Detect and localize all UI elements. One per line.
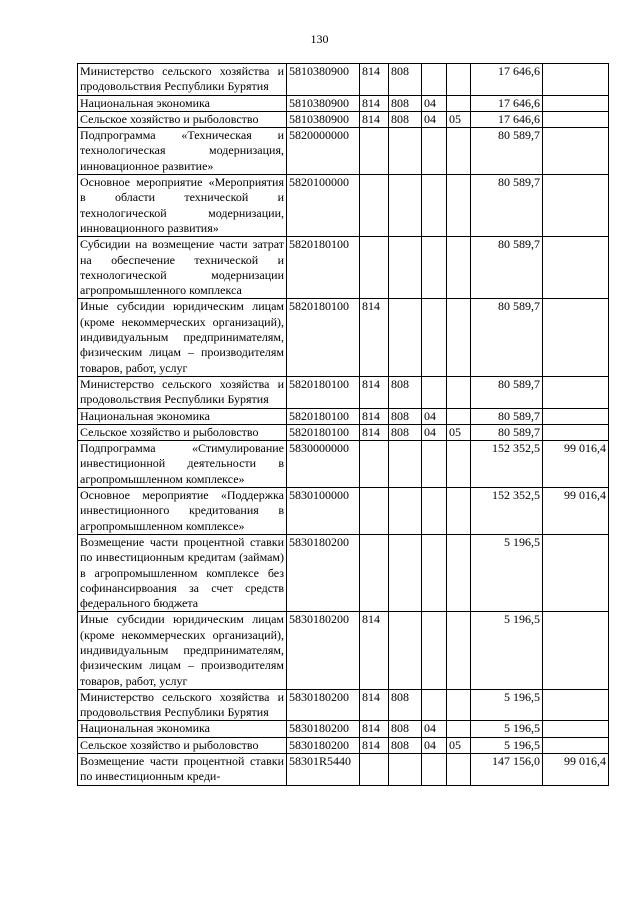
table-row [78,689,609,721]
row-ministry-cell: 814 [360,721,389,737]
row-subsection-cell [447,721,471,737]
row-amount-cell: 80 589,7 [471,376,543,408]
table-row [78,721,609,737]
row-subsection-cell [447,64,471,96]
row-amount-cell: 80 589,7 [471,237,543,299]
row-name-cell: Основное мероприятие «Поддержка инвестиционного кредитования в агропромышленном комплексе» [78,488,287,535]
row-name-cell: Основное мероприятие «Мероприятия в области технической и технологической модернизации, инновационного развития» [78,175,287,237]
table-row [78,299,609,376]
row-subsection-cell: 05 [447,424,471,440]
budget-table [77,63,609,786]
row-section-code-cell [389,237,422,299]
row-amount-cell: 80 589,7 [471,424,543,440]
row-name-cell: Министерство сельского хозяйства и продовольствия Республики Бурятия [78,64,287,96]
row-ministry-cell [360,488,389,535]
table-row [78,175,609,237]
row-name-cell: Подпрограмма «Техническая и технологическая модернизация, инновационное развитие» [78,128,287,175]
row-ministry-cell [360,237,389,299]
row-amount-cell: 152 352,5 [471,441,543,488]
table-row [78,737,609,753]
row-amount-cell: 152 352,5 [471,488,543,535]
page-number: 130 [310,32,329,46]
table-row [78,408,609,424]
row-section-code-cell [389,534,422,611]
row-name-cell: Национальная экономика [78,721,287,737]
row-ministry-cell: 814 [360,111,389,127]
row-section-code-cell: 808 [389,376,422,408]
table-row [78,441,609,488]
row-code-cell: 5820180100 [287,376,360,408]
row-section-code-cell [389,175,422,237]
row-federal-amount-cell [543,721,609,737]
row-ministry-cell: 814 [360,408,389,424]
row-ministry-cell [360,441,389,488]
row-ministry-cell: 814 [360,424,389,440]
row-code-cell: 5820180100 [287,424,360,440]
row-amount-cell: 5 196,5 [471,689,543,721]
row-code-cell: 5830180200 [287,534,360,611]
row-section-cell: 04 [422,95,447,111]
row-subsection-cell [447,175,471,237]
row-amount-cell: 80 589,7 [471,128,543,175]
row-name-cell: Сельское хозяйство и рыболовство [78,737,287,753]
row-section-code-cell [389,754,422,786]
table-row [78,237,609,299]
row-ministry-cell: 814 [360,612,389,689]
row-code-cell: 5820100000 [287,175,360,237]
row-ministry-cell: 814 [360,95,389,111]
row-ministry-cell [360,754,389,786]
row-name-cell: Министерство сельского хозяйства и продовольствия Республики Бурятия [78,376,287,408]
row-name-cell: Министерство сельского хозяйства и продовольствия Республики Бурятия [78,689,287,721]
table-row [78,64,609,96]
row-section-code-cell: 808 [389,424,422,440]
row-federal-amount-cell [543,737,609,753]
row-federal-amount-cell [543,376,609,408]
row-name-cell: Иные субсидии юридическим лицам (кроме некоммерческих организаций), индивидуальным предпринимателям, физическим лицам – производителям товаров, работ, услуг [78,612,287,689]
row-federal-amount-cell: 99 016,4 [543,754,609,786]
table-row [78,534,609,611]
row-name-cell: Возмещение части процентной ставки по инвестиционным кредитам (займам) в агропромышленном комплексе без софинансирвоания за счет средств федерального бюджета [78,534,287,611]
row-name-cell: Иные субсидии юридическим лицам (кроме некоммерческих организаций), индивидуальным предпринимателям, физическим лицам – производителям товаров, работ, услуг [78,299,287,376]
row-ministry-cell: 814 [360,376,389,408]
row-section-cell [422,441,447,488]
row-amount-cell: 80 589,7 [471,175,543,237]
row-section-cell [422,488,447,535]
row-section-code-cell: 808 [389,95,422,111]
row-subsection-cell [447,534,471,611]
row-code-cell: 5820180100 [287,299,360,376]
row-amount-cell: 80 589,7 [471,299,543,376]
row-amount-cell: 17 646,6 [471,95,543,111]
row-section-code-cell [389,128,422,175]
row-section-cell [422,175,447,237]
row-section-cell [422,376,447,408]
row-federal-amount-cell [543,689,609,721]
table-row [78,111,609,127]
row-name-cell: Возмещение части процентной ставки по инвестиционным креди- [78,754,287,786]
row-ministry-cell: 814 [360,689,389,721]
row-code-cell: 5810380900 [287,111,360,127]
row-amount-cell: 17 646,6 [471,111,543,127]
row-section-cell [422,64,447,96]
row-code-cell: 5820180100 [287,237,360,299]
row-name-cell: Подпрограмма «Стимулирование инвестиционной деятельности в агропромышленном комплексе» [78,441,287,488]
row-federal-amount-cell [543,111,609,127]
table-row [78,128,609,175]
row-subsection-cell [447,754,471,786]
row-section-cell: 04 [422,737,447,753]
table-row [78,95,609,111]
row-section-cell [422,612,447,689]
table-row [78,424,609,440]
row-federal-amount-cell: 99 016,4 [543,488,609,535]
row-code-cell: 5830000000 [287,441,360,488]
row-ministry-cell [360,175,389,237]
row-federal-amount-cell: 99 016,4 [543,441,609,488]
row-subsection-cell [447,612,471,689]
table-row [78,754,609,786]
row-amount-cell: 17 646,6 [471,64,543,96]
row-section-cell [422,299,447,376]
row-name-cell: Субсидии на возмещение части затрат на обеспечение технической и технологической модернизации агропромышленного комплекса [78,237,287,299]
budget-table-body [78,64,609,786]
row-section-cell [422,534,447,611]
row-amount-cell: 5 196,5 [471,534,543,611]
row-code-cell: 5830180200 [287,737,360,753]
row-federal-amount-cell [543,128,609,175]
row-federal-amount-cell [543,95,609,111]
row-section-code-cell [389,441,422,488]
row-section-cell: 04 [422,111,447,127]
row-name-cell: Национальная экономика [78,408,287,424]
row-section-cell: 04 [422,408,447,424]
row-amount-cell: 5 196,5 [471,721,543,737]
row-federal-amount-cell [543,612,609,689]
row-federal-amount-cell [543,64,609,96]
row-section-code-cell [389,488,422,535]
row-subsection-cell: 05 [447,111,471,127]
table-row [78,376,609,408]
row-name-cell: Сельское хозяйство и рыболовство [78,111,287,127]
row-section-code-cell: 808 [389,64,422,96]
row-name-cell: Сельское хозяйство и рыболовство [78,424,287,440]
row-amount-cell: 5 196,5 [471,737,543,753]
row-ministry-cell: 814 [360,64,389,96]
row-code-cell: 58301R5440 [287,754,360,786]
row-code-cell: 5810380900 [287,64,360,96]
row-section-cell [422,237,447,299]
row-code-cell: 5830180200 [287,612,360,689]
row-federal-amount-cell [543,408,609,424]
row-amount-cell: 5 196,5 [471,612,543,689]
row-subsection-cell [447,299,471,376]
row-code-cell: 5830180200 [287,689,360,721]
table-row [78,488,609,535]
row-section-cell [422,689,447,721]
row-subsection-cell [447,237,471,299]
row-section-code-cell: 808 [389,408,422,424]
row-federal-amount-cell [543,534,609,611]
row-ministry-cell: 814 [360,299,389,376]
row-code-cell: 5830180200 [287,721,360,737]
row-code-cell: 5820180100 [287,408,360,424]
table-row [78,612,609,689]
row-section-cell [422,128,447,175]
row-subsection-cell [447,441,471,488]
row-federal-amount-cell [543,175,609,237]
row-section-code-cell: 808 [389,737,422,753]
row-subsection-cell [447,376,471,408]
row-section-cell: 04 [422,424,447,440]
row-subsection-cell [447,408,471,424]
row-amount-cell: 147 156,0 [471,754,543,786]
row-ministry-cell [360,534,389,611]
row-subsection-cell [447,95,471,111]
row-federal-amount-cell [543,237,609,299]
row-section-code-cell: 808 [389,111,422,127]
row-ministry-cell [360,128,389,175]
row-section-cell [422,754,447,786]
row-section-cell: 04 [422,721,447,737]
row-federal-amount-cell [543,424,609,440]
row-amount-cell: 80 589,7 [471,408,543,424]
row-section-code-cell: 808 [389,689,422,721]
row-ministry-cell: 814 [360,737,389,753]
row-subsection-cell: 05 [447,737,471,753]
row-subsection-cell [447,488,471,535]
row-section-code-cell: 808 [389,721,422,737]
row-federal-amount-cell [543,299,609,376]
row-subsection-cell [447,128,471,175]
row-name-cell: Национальная экономика [78,95,287,111]
row-code-cell: 5810380900 [287,95,360,111]
row-code-cell: 5820000000 [287,128,360,175]
row-code-cell: 5830100000 [287,488,360,535]
row-section-code-cell [389,612,422,689]
row-subsection-cell [447,689,471,721]
row-section-code-cell [389,299,422,376]
